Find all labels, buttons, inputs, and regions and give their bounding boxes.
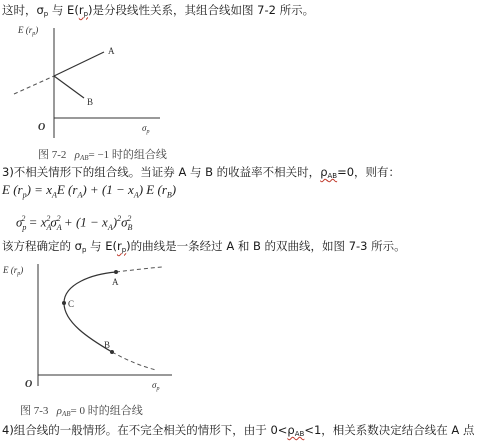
figure-7-3 <box>0 260 175 412</box>
point-c <box>62 301 66 305</box>
return-symbol: $r_p$ <box>116 239 127 254</box>
subscript: p <box>81 246 87 254</box>
dashed-extension-upper <box>116 267 162 272</box>
y-axis-label: E $(r_p)$ <box>18 25 39 37</box>
caption-7-3: 图 7-3 $\rho_{AB}= 0$ 时的组合线 <box>20 405 143 418</box>
paragraph-hyperbola <box>2 238 406 258</box>
x-axis-label: $\sigma_p$ <box>152 380 160 392</box>
caption-7-2: 图 7-2 $\rho_{AB}= -1$ 时的组合线 <box>38 149 167 162</box>
text: 该方程确定的 σ <box>2 239 82 253</box>
text: 与 E( <box>48 3 79 17</box>
point-b <box>110 350 114 354</box>
line-to-b <box>54 76 84 98</box>
paragraph-uncorrelated <box>2 164 400 184</box>
line-to-a <box>54 52 104 76</box>
text: 4)组合线的一般情形。在不完全相关的情形下，由于 0< <box>2 423 288 437</box>
paragraph-general-case <box>2 422 474 442</box>
return-symbol: $r_p$ <box>78 3 89 18</box>
dashed-extension-lower <box>112 352 156 370</box>
subscript: p <box>43 10 49 18</box>
text: 3)不相关情形下的组合线。当证券 A 与 B 的收益率不相关时， <box>2 165 321 179</box>
point-a <box>114 270 118 274</box>
x-axis-label: $\sigma_p$ <box>142 123 150 135</box>
text: =0，则有： <box>337 165 401 179</box>
dashed-line <box>14 76 54 94</box>
origin-label: O <box>25 379 33 390</box>
text: <1，相关系数决定结合线在 A 点 <box>304 423 475 437</box>
formula-expected-return: E $(r_p) = x_AE$ $(r_A) + (1 - x_A)$ E $(r_B)$ <box>2 182 177 200</box>
label-a: A <box>112 277 119 287</box>
rho-symbol: $\rho_{AB}$ <box>320 165 338 180</box>
text: )的曲线是一条经过 A 和 B 的双曲线，如图 7-3 所示。 <box>126 239 406 253</box>
label-b: B <box>104 340 111 350</box>
formula-variance: $\sigma_p^2 = x_A^2\sigma_A^2 + (1 - x_A)^2\sigma_B^2$ <box>16 214 133 232</box>
text: 这时， <box>2 3 37 17</box>
origin-label: O <box>38 122 46 133</box>
sigma-symbol: σ <box>36 3 44 17</box>
label-c: C <box>68 299 75 309</box>
text: 与 E( <box>86 239 117 253</box>
label-b: B <box>87 97 94 107</box>
label-a: A <box>108 46 115 56</box>
text: )是分段线性关系，其组合线如图 7-2 所示。 <box>88 3 315 17</box>
y-axis-label: E $(r_p)$ <box>3 265 24 277</box>
rho-symbol: $\rho_{AB}$ <box>287 423 305 438</box>
